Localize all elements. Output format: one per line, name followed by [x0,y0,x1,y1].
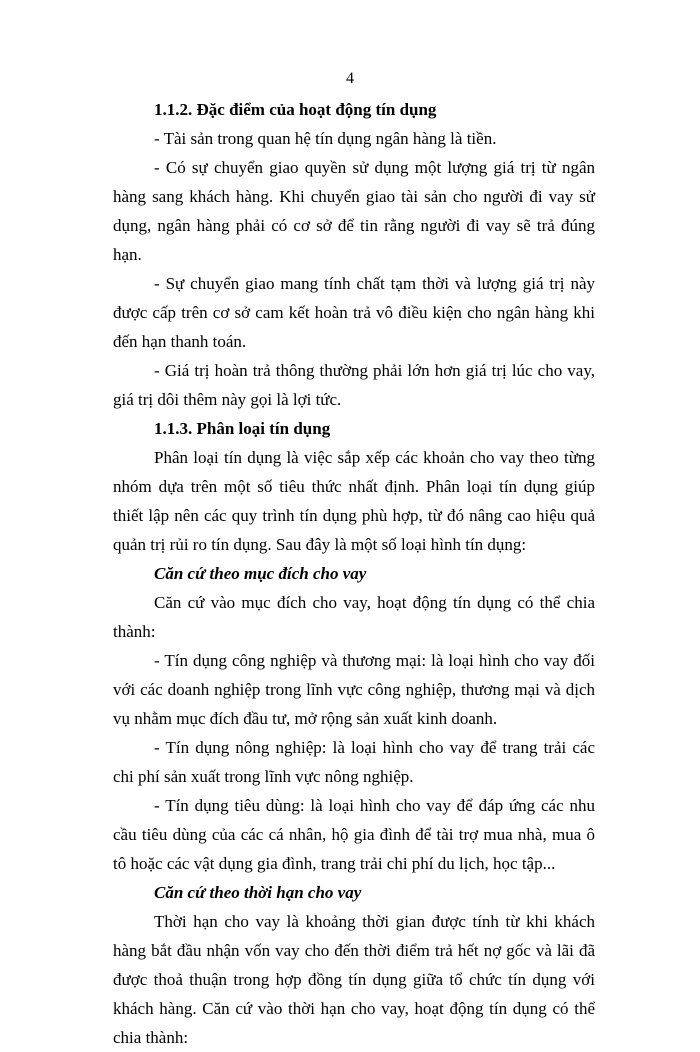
paragraph-2: - Có sự chuyển giao quyền sử dụng một lượng giá trị từ ngân hàng sang khách hàng. Khi chuyển giao tài sản cho người đi vay sử dụng, ngân hàng phải có cơ sở để tin rằng người đi vay sẽ trả đúng hạn. [113,158,595,264]
paragraph-7: - Tín dụng công nghiệp và thương mại: là loại hình cho vay đối với các doanh nghiệp trong lĩnh vực công nghiệp, thương mại và dịch vụ nhằm mục đích đầu tư, mở rộng sản xuất kinh doanh. [113,651,595,728]
paragraph-10: Thời hạn cho vay là khoảng thời gian được tính từ khi khách hàng bắt đầu nhận vốn vay cho đến thời điểm trả hết nợ gốc và lãi đã được thoả thuận trong hợp đồng tín dụng giữa tổ chức tín dụng với khách hàng. Căn cứ vào thời hạn cho vay, hoạt động tín dụng có thể chia thành: [113,912,595,1047]
paragraph-3: - Sự chuyển giao mang tính chất tạm thời và lượng giá trị này được cấp trên cơ sở cam kết hoàn trả vô điều kiện cho ngân hàng khi đến hạn thanh toán. [113,274,595,351]
page-number: 4 [346,70,354,87]
paragraph-4: - Giá trị hoàn trả thông thường phải lớn hơn giá trị lúc cho vay, giá trị dôi thêm này gọi là lợi tức. [113,361,595,409]
paragraph-6: Căn cứ vào mục đích cho vay, hoạt động tín dụng có thể chia thành: [113,593,595,641]
paragraph-9: - Tín dụng tiêu dùng: là loại hình cho vay để đáp ứng các nhu cầu tiêu dùng của các cá nhân, hộ gia đình để tài trợ mua nhà, mua ô tô hoặc các vật dụng gia đình, trang trải chi phí du lịch, học tập... [113,796,595,873]
paragraph-8: - Tín dụng nông nghiệp: là loại hình cho vay để trang trải các chi phí sản xuất trong lĩnh vực nông nghiệp. [113,738,595,786]
subheading-term: Căn cứ theo thời hạn cho vay [154,883,362,902]
subheading-purpose: Căn cứ theo mục đích cho vay [154,564,367,583]
paragraph-5: Phân loại tín dụng là việc sắp xếp các khoản cho vay theo từng nhóm dựa trên một số tiêu thức nhất định. Phân loại tín dụng giúp thiết lập nên các quy trình tín dụng phù hợp, từ đó nâng cao hiệu quả quản trị rủi ro tín dụng. Sau đây là một số loại hình tín dụng: [113,448,595,554]
section-heading-1-1-3: 1.1.3. Phân loại tín dụng [154,419,331,438]
paragraph-1: - Tài sản trong quan hệ tín dụng ngân hàng là tiền. [154,129,497,148]
page-content [113,95,595,1052]
section-heading-1-1-2: 1.1.2. Đặc điểm của hoạt động tín dụng [154,100,437,119]
